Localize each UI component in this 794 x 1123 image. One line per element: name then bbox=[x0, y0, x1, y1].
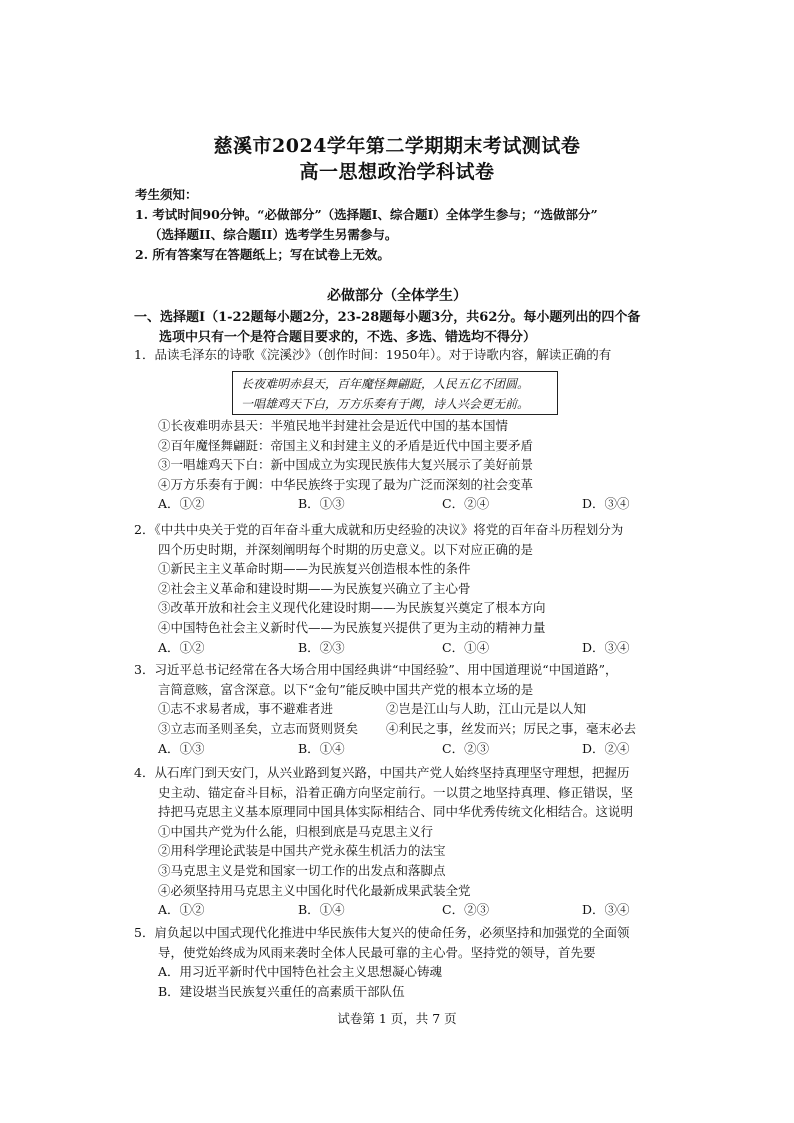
option-item: ③一唱雄鸡天下白：新中国成立为实现民族伟大复兴展示了美好前景 bbox=[158, 457, 534, 473]
choice-c: C．②③ bbox=[442, 902, 490, 918]
choice-c: C．②③ bbox=[442, 741, 490, 757]
poem-line-2: 一唱雄鸡天下白，万方乐奏有于阗，诗人兴会更无前。 bbox=[241, 397, 530, 411]
poem-line-1: 长夜难明赤县天，百年魔怪舞翩跹，人民五亿不团圆。 bbox=[241, 377, 530, 391]
instructions-line-1: 一、选择题I（1-22题每小题2分，23-28题每小题3分，共62分。每小题列出的四个备 bbox=[134, 310, 641, 325]
choice-d: D．③④ bbox=[582, 496, 630, 512]
answer-choices bbox=[134, 900, 664, 920]
question-stem: 2．《中共中央关于党的百年奋斗重大成就和历史经验的决议》将党的百年奋斗历程划分为 bbox=[134, 522, 624, 537]
choice-b: B．①④ bbox=[298, 902, 345, 918]
instructions-line-2: 选项中只有一个是符合题目要求的，不选、多选、错选均不得分） bbox=[159, 330, 537, 345]
option-item: ①新民主主义革命时期——为民族复兴创造根本性的条件 bbox=[158, 561, 471, 577]
option-item: ③改革开放和社会主义现代化建设时期——为民族复兴奠定了根本方向 bbox=[158, 600, 546, 616]
poem-box bbox=[232, 371, 558, 415]
option-item: B．建设堪当民族复兴重任的高素质干部队伍 bbox=[158, 983, 405, 999]
notice-item-1-cont: （选择题II、综合题II）选考学生另需参与。 bbox=[149, 227, 398, 242]
option-item: ②用科学理论武装是中国共产党永葆生机活力的法宝 bbox=[158, 843, 446, 859]
question-stem-cont: 四个历史时期，并深刻阐明每个时期的历史意义。以下对应正确的是 bbox=[158, 541, 534, 557]
question-stem: 5．肩负起以中国式现代化推进中华民族伟大复兴的使命任务，必须坚持和加强党的全面领 bbox=[134, 925, 630, 940]
choice-a: A．①② bbox=[158, 496, 205, 512]
question-1 bbox=[134, 345, 664, 365]
option-item: ①长夜难明赤县天：半殖民地半封建社会是近代中国的基本国情 bbox=[158, 418, 509, 433]
notice-heading: 考生须知： bbox=[135, 187, 198, 202]
choice-d: D．③④ bbox=[582, 902, 630, 918]
question-stem: 4．从石库门到天安门，从兴业路到复兴路，中国共产党人始终坚持真理坚守理想，把握历 bbox=[134, 765, 630, 780]
option-item: ④利民之事，丝发而兴；厉民之事，毫末必去 bbox=[386, 721, 637, 737]
choice-b: B．②③ bbox=[298, 639, 345, 655]
option-item: ④万方乐奏有于阗：中华民族终于实现了最为广泛而深刻的社会变革 bbox=[158, 476, 534, 492]
option-item: ①中国共产党为什么能，归根到底是马克思主义行 bbox=[158, 823, 434, 839]
option-row bbox=[134, 699, 664, 719]
choice-c: C．①④ bbox=[442, 639, 490, 655]
question-5 bbox=[134, 923, 664, 1001]
option-item: ②百年魔怪舞翩跹：帝国主义和封建主义的矛盾是近代中国主要矛盾 bbox=[158, 437, 534, 453]
exam-title: 慈溪市2024学年第二学期期末考试测试卷 bbox=[213, 135, 581, 157]
question-stem: 1．品读毛泽东的诗歌《浣溪沙》（创作时间：1950年）。对于诗歌内容，解读正确的有 bbox=[134, 347, 612, 362]
question-1-options bbox=[134, 416, 664, 514]
choice-a: A．①② bbox=[158, 639, 205, 655]
option-item: ④必须坚持用马克思主义中国化时代化最新成果武装全党 bbox=[158, 882, 471, 898]
choice-c: C．②④ bbox=[442, 496, 490, 512]
choice-d: D．②④ bbox=[582, 741, 630, 757]
choice-a: A．①③ bbox=[158, 741, 205, 757]
answer-choices bbox=[134, 494, 664, 514]
answer-choices bbox=[134, 739, 664, 759]
question-3 bbox=[134, 660, 664, 759]
question-stem-cont: 言简意赅，富含深意。以下“金句”能反映中国共产党的根本立场的是 bbox=[158, 681, 534, 697]
option-item: ②社会主义革命和建设时期——为民族复兴确立了主心骨 bbox=[158, 580, 471, 596]
option-item: ④中国特色社会主义新时代——为民族复兴提供了更为主动的精神力量 bbox=[158, 619, 546, 635]
question-stem-cont: 持把马克思主义基本原理同中国具体实际相结合、同中华优秀传统文化相结合。这说明 bbox=[158, 804, 634, 820]
option-item: ③马克思主义是党和国家一切工作的出发点和落脚点 bbox=[158, 862, 446, 878]
question-4 bbox=[134, 763, 664, 920]
notice-item-2: 2. 所有答案写在答题纸上；写在试卷上无效。 bbox=[135, 247, 390, 262]
page-footer: 试卷第 1 页，共 7 页 bbox=[337, 1011, 457, 1026]
choice-b: B．①③ bbox=[298, 496, 345, 512]
option-row bbox=[134, 719, 664, 739]
candidate-notice bbox=[135, 185, 695, 265]
section-instructions bbox=[134, 308, 664, 348]
choice-b: B．①④ bbox=[298, 741, 345, 757]
question-2 bbox=[134, 520, 664, 658]
question-stem-cont: 史主动、锚定奋斗目标，沿着正确方向坚定前行。一以贯之地坚持真理、修正错误，坚 bbox=[158, 784, 634, 800]
answer-choices bbox=[134, 638, 664, 658]
option-item: ③立志而圣则圣矣，立志而贤则贤矣 bbox=[158, 721, 359, 737]
question-stem: 3．习近平总书记经常在各大场合用中国经典讲“中国经验”、用中国道理说“中国道路”， bbox=[134, 662, 618, 677]
option-item: A．用习近平新时代中国特色社会主义思想凝心铸魂 bbox=[158, 964, 443, 980]
question-stem-cont: 导，使党始终成为风雨来袭时全体人民最可靠的主心骨。坚持党的领导，首先要 bbox=[158, 944, 596, 960]
choice-d: D．③④ bbox=[582, 639, 630, 655]
option-item: ②岂是江山与人助，江山元是以人知 bbox=[386, 701, 587, 717]
exam-subtitle: 高一思想政治学科试卷 bbox=[299, 161, 495, 183]
notice-item-1: 1. 考试时间90分钟。“必做部分”（选择题I、综合题I）全体学生参与；“选做部分” bbox=[135, 207, 598, 222]
choice-a: A．①② bbox=[158, 902, 205, 918]
option-item: ①志不求易者成，事不避难者进 bbox=[158, 701, 334, 717]
section-title: 必做部分（全体学生） bbox=[327, 288, 467, 304]
